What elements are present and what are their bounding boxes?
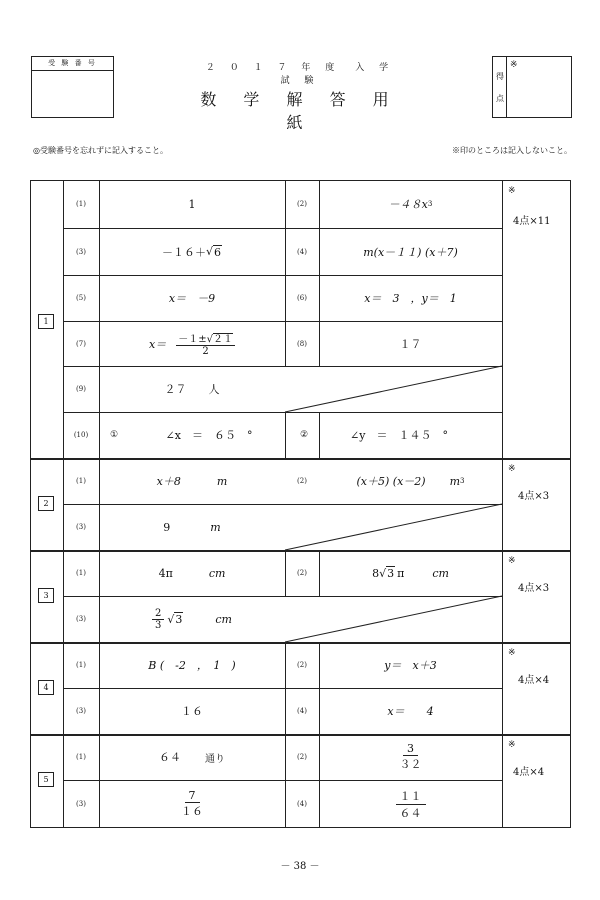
q1-2-index: (2)	[297, 200, 307, 208]
q5-2-numerator: 3	[403, 742, 418, 756]
q1-5-answer[interactable]: x＝ －9	[168, 292, 216, 305]
q4-4-index: (4)	[297, 707, 307, 715]
q2-1-answer[interactable]	[99, 458, 285, 504]
q1-9-index: (9)	[76, 385, 86, 393]
section-2-number: 2	[38, 496, 54, 511]
q2-3-answer-text: 9	[163, 520, 171, 534]
section-5-mark: ※	[508, 740, 516, 750]
q1-10-part1-mark: ①	[109, 430, 119, 440]
q5-4-denominator: ６４	[399, 806, 422, 820]
q3-2-pi: π	[397, 566, 405, 580]
q1-7-radicand: ２１	[212, 334, 233, 345]
q1-3-answer-text: －１６＋	[161, 245, 206, 259]
q2-3-unit: m	[210, 520, 221, 534]
q5-2-fraction	[400, 742, 422, 772]
q2-2-unit-exponent: 3	[460, 477, 465, 485]
q4-2-index: (2)	[297, 661, 307, 669]
q4-1-index: (1)	[76, 661, 86, 669]
section-5-points: 4点×4	[513, 767, 545, 778]
q5-3-numerator: 7	[185, 789, 200, 803]
q1-8-answer[interactable]: １７	[399, 337, 422, 351]
exam-number-box[interactable]	[31, 56, 114, 118]
q5-2-denominator: ３２	[399, 758, 422, 771]
q3-1-answer[interactable]	[99, 550, 285, 596]
q1-7-index: (7)	[76, 339, 86, 348]
q1-3-index: (3)	[76, 247, 86, 256]
q3-3-fraction	[152, 608, 164, 631]
score-label-2: 点	[496, 94, 504, 103]
q3-3-answer[interactable]	[99, 596, 285, 642]
q1-7-fraction	[176, 330, 235, 357]
q4-3-answer[interactable]: １６	[181, 705, 203, 718]
section-3-mark: ※	[508, 556, 516, 566]
q3-1-index: (1)	[76, 569, 86, 577]
q2-1-index: (1)	[76, 477, 86, 485]
q3-2-coefficient: 8	[372, 566, 380, 580]
q1-5-index: (5)	[76, 294, 86, 302]
q5-2-index: (2)	[297, 753, 307, 761]
q5-1-unit: 通り	[205, 753, 225, 765]
q1-10-part2-answer[interactable]: ∠y ＝ １４５ °	[350, 429, 448, 442]
sqrt-sign: √	[205, 245, 213, 258]
q5-4-fraction	[396, 788, 426, 821]
q1-6-answer[interactable]: x＝ 3 ，y＝ 1	[364, 292, 457, 305]
q3-2-answer[interactable]	[319, 550, 502, 596]
q2-2-answer[interactable]	[319, 458, 502, 504]
q5-1-answer-text: ６４	[159, 751, 181, 764]
page-number: － 38 －	[280, 861, 320, 872]
q1-3-radicand: 6	[214, 245, 221, 259]
q1-7-denominator: 2	[202, 346, 209, 357]
q1-2-answer-text: －４８x	[388, 198, 428, 211]
q3-3-numerator: 2	[152, 608, 164, 620]
q4-4-answer[interactable]: x＝ 4	[387, 705, 434, 718]
q1-2-answer[interactable]	[319, 180, 502, 228]
page-title: 数 学 解 答 用 紙	[200, 90, 400, 132]
q5-4-answer[interactable]	[319, 780, 502, 828]
q4-1-answer[interactable]: B ( -2 ， 1 )	[148, 659, 236, 672]
q5-1-answer[interactable]	[99, 734, 285, 780]
section-4-number: 4	[38, 680, 54, 695]
section-2-points: 4点×3	[518, 491, 550, 502]
q5-1-index: (1)	[76, 753, 86, 761]
section-1-mark: ※	[508, 186, 516, 196]
q2-1-answer-text: x＋8	[156, 475, 181, 488]
q2-2-unit: m	[449, 474, 461, 488]
q2-1-unit: m	[216, 474, 228, 488]
q3-3-index: (3)	[76, 615, 86, 623]
q3-2-index: (2)	[297, 569, 307, 577]
sqrt-sign: √	[206, 334, 213, 345]
note-right: ※印のところは記入しないこと。	[452, 146, 572, 155]
q5-4-numerator: １１	[396, 788, 426, 805]
sqrt-sign: √	[167, 612, 175, 626]
q2-3-answer[interactable]	[99, 504, 285, 550]
q1-3-answer[interactable]	[99, 228, 285, 275]
score-mark: ※	[510, 60, 518, 70]
section-1-points: 4点×11	[513, 216, 551, 227]
q1-2-answer-exponent: 3	[427, 200, 433, 208]
q1-10-part2-mark: ②	[299, 430, 309, 440]
q1-6-index: (6)	[297, 294, 307, 302]
q5-3-index: (3)	[76, 800, 86, 808]
section-4-mark: ※	[508, 648, 516, 658]
q1-7-prefix: x＝	[149, 337, 167, 351]
section-5-number: 5	[38, 772, 54, 787]
q2-3-index: (3)	[76, 523, 86, 531]
q3-1-answer-text: 4π	[158, 566, 173, 580]
q1-9-answer[interactable]: ２７ 人	[164, 383, 220, 396]
q2-2-answer-text: (x＋5) (x－2)	[356, 475, 426, 488]
q1-1-index: (1)	[76, 200, 86, 208]
q2-2-index: (2)	[297, 477, 307, 485]
q4-2-answer[interactable]: y＝ x＋3	[384, 659, 437, 672]
q4-3-index: (3)	[76, 707, 86, 715]
q3-3-unit: cm	[215, 612, 232, 626]
q1-4-index: (4)	[297, 247, 307, 256]
section-1-number: 1	[38, 314, 54, 329]
q3-3-radicand: 3	[175, 613, 183, 626]
exam-year-title: ２ ０ １ ７ 年 度 入 学 試 験	[205, 63, 395, 86]
q3-2-unit: cm	[432, 566, 449, 580]
q1-8-index: (8)	[297, 339, 307, 348]
answer-table	[30, 180, 571, 828]
q1-10-index: (10)	[73, 431, 89, 439]
q5-3-denominator: １６	[181, 805, 203, 818]
q1-10-part1-answer[interactable]: ∠x ＝ ６５ °	[165, 429, 253, 442]
q3-1-unit: cm	[208, 566, 226, 580]
section-3-points: 4点×3	[518, 583, 550, 594]
section-3-number: 3	[38, 588, 54, 603]
q5-2-answer[interactable]	[319, 734, 502, 780]
q1-1-answer[interactable]: 1	[188, 197, 196, 211]
section-2-mark: ※	[508, 464, 516, 474]
q5-3-fraction	[181, 789, 203, 819]
q5-4-index: (4)	[297, 800, 307, 808]
note-left: ◎受験番号を忘れずに記入すること。	[33, 146, 168, 155]
q3-2-radicand: 3	[387, 567, 395, 580]
q1-7-answer[interactable]	[99, 321, 285, 366]
section-4-points: 4点×4	[518, 675, 550, 686]
q5-3-answer[interactable]	[99, 780, 285, 828]
score-box[interactable]	[492, 56, 572, 118]
q3-3-denominator: 3	[155, 619, 162, 631]
q1-7-numerator: －１±√２１	[176, 330, 235, 346]
score-label-1: 得	[496, 72, 504, 81]
q1-4-answer[interactable]: m(x－１１) (x＋7)	[363, 245, 458, 259]
sqrt-sign: √	[379, 566, 387, 580]
exam-number-label: 受 験 番 号	[32, 57, 113, 71]
